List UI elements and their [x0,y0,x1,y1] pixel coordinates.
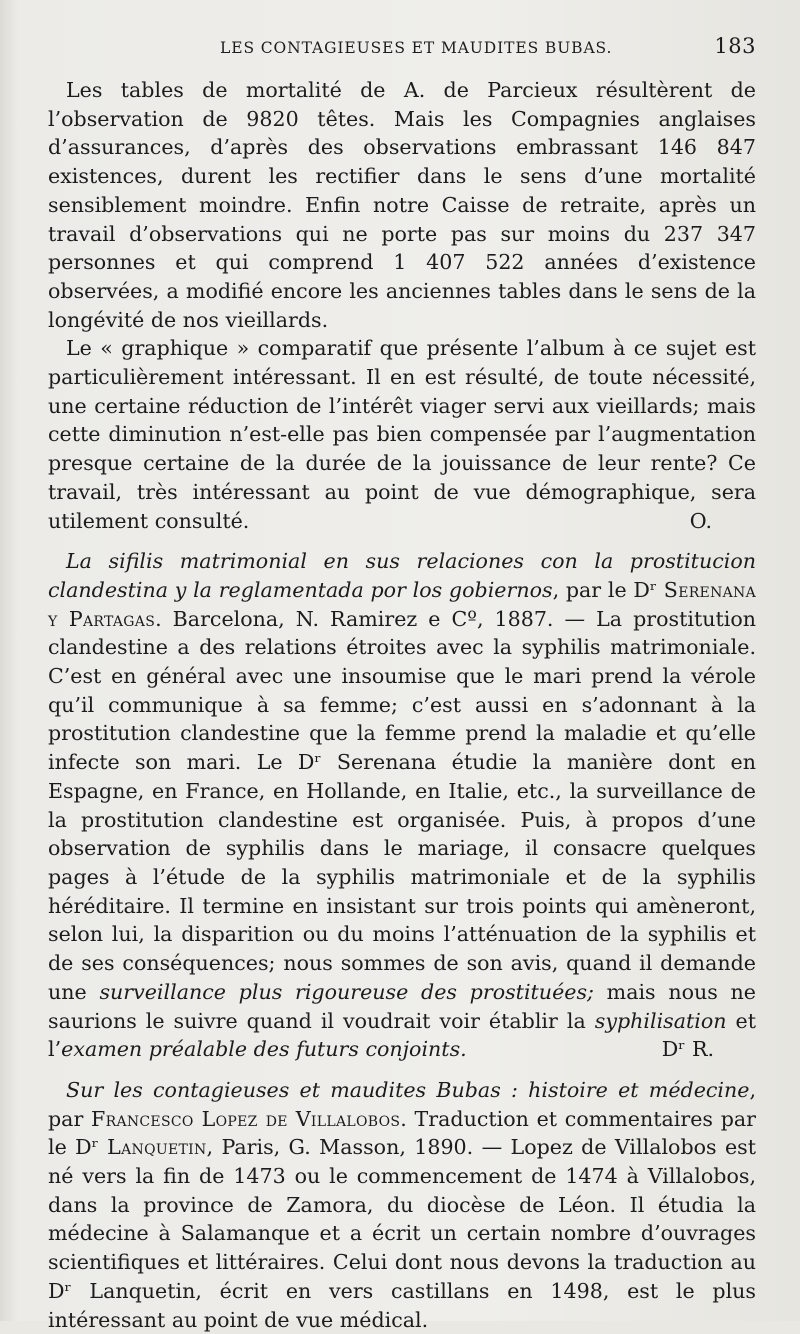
paragraph: Les tables de mortalité de A. de Parcieux résultèrent de l’observation de 9820 têtes. Mais les Compagnies anglaises d’assurances, d’après des observations embrassant 146 847 existences, durent les rectifier dans le sens d’une mortalité sensiblement moindre. Enfin notre Caisse de retraite, après un travail d’observations qui ne porte pas sur moins du 237 347 personnes et qui comprend 1 407 522 années d’existence observées, a modifié encore les anciennes tables dans le sens de la longévité de nos vieillards. [48,78,756,332]
author-name: Serenana y Partagas [48,577,756,631]
running-title: LES CONTAGIEUSES ET MAUDITES BUBAS. [220,39,613,57]
text: . Barcelona, N. Ramirez e Cº, 1887. — La prostitution clandestine a des relations étroites avec la syphilis matrimoniale. C’est en général avec une insoumise que le mari prend la vérole qu’il communique à sa femme; c’est aussi en s’adonnant à la prostitution clandestine que la femme prend la maladie et qu’elle infecte son mari. Le Dʳ Serenana étudie la manière dont en Espagne, en France, en Hollande, en Italie, etc., la surveillance de la prostitution clandestine est organisée. Puis, à propos d’une observation de syphilis dans le mariage, il consacre quelques pages à l’étude de la syphilis matrimoniale et de la syphilis héréditaire. Il termine en insistant sur trois points qui amèneront, selon lui, la disparition ou du moins l’atténuation de la syphilis et de ses conséquences; nous sommes de son avis, quand il demande une [48,606,757,1004]
paragraph [48,547,756,1064]
text: , par le Dʳ [552,577,664,602]
review-mortality [48,76,756,535]
signature: O. [689,508,712,533]
author-name: Francesco Lopez de Villalobos [91,1106,401,1131]
text: . Traduction et commentaires par le Dʳ [48,1106,756,1160]
text: mais nous ne saurions le suivre quand il voudrait voir établir la [48,979,756,1033]
page-header [48,34,756,76]
book-title: La sifilis matrimonial en sus relaciones con la prostitucion clandestina y la reglamentada por los gobiernos [48,549,756,602]
translator-name: Lanquetin [107,1135,207,1160]
paragraph-text: Le « graphique » comparatif que présente l’album à ce sujet est particulièrement intéressant. Il en est résulté, de toute nécessité, une certaine réduction de l’intérêt viager servi aux vieillards; mais cette diminution n’est-elle pas bien compensée par l’augmentation presque certaine de la durée de la jouissance de leur rente? Ce travail, très intéressant au point de vue démographique, sera utilement consulté. [48,336,756,533]
paragraph [48,1076,756,1334]
emphasis: examen préalable des futurs conjoints. [61,1037,467,1062]
emphasis: surveillance plus rigoureuse des prostituées; [99,979,594,1004]
review-sifilis [48,547,756,1064]
text: et l’ [48,1008,756,1062]
signature: Dʳ R. [661,1037,714,1062]
text: , par [48,1077,756,1131]
emphasis: syphilisation [594,1008,727,1033]
paragraph [48,334,756,535]
review-bubas [48,1076,756,1334]
book-title: Sur les contagieuses et maudites Bubas : histoire et médecine [66,1077,750,1102]
text: , Paris, G. Masson, 1890. — Lopez de Villalobos est né vers la fin de 1473 ou le commencement de 1474 à Villalobos, dans la province de Zamora, du diocèse de Léon. Il étudia la médecine à Salamanque et a écrit un certain nombre d’ouvrages scientifiques et littéraires. Celui dont nous devons la traduction au Dʳ Lanquetin, écrit en vers castillans en 1498, est le plus intéressant au point de vue médical. [48,1135,756,1332]
page-number: 183 [714,34,756,58]
